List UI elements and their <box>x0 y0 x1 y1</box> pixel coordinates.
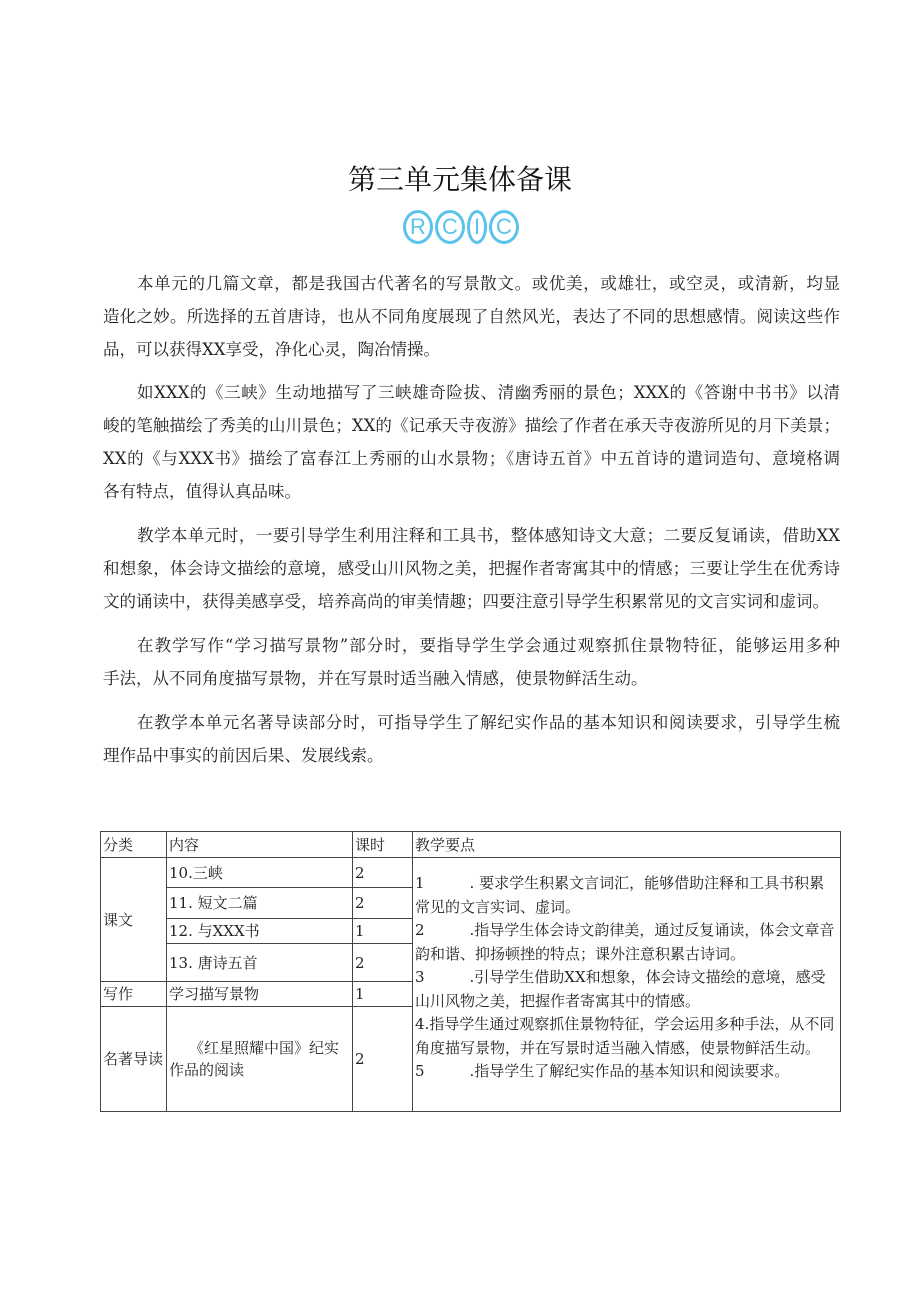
teaching-point: 4.指导学生通过观察抓住景物特征，学会运用多种手法，从不同角度描写景物，并在写景时适当融入情感，使景物鲜活生动。 <box>415 1015 835 1057</box>
table-row <box>101 858 841 888</box>
paragraph-line: 在教学写作“学习描写景物”部分时，要指导学生学会通过观察抓住景物特征，能够运用多种 <box>137 636 840 655</box>
category-cell: 名著导读 <box>101 1007 167 1112</box>
teaching-points-cell <box>413 858 841 1112</box>
category-cell: 写作 <box>101 982 167 1007</box>
content-cell: 10.三峡 <box>167 858 353 888</box>
header-content: 内容 <box>167 832 353 858</box>
paragraph-reading <box>103 706 840 772</box>
paragraph-line: 和想象，体会诗文描绘的意境，感受山川风物之美，把握作者寄寓其中的情感；三要让学生在优秀诗 <box>103 559 840 578</box>
teaching-point: 5 .指导学生了解纪实作品的基本知识和阅读要求。 <box>415 1062 790 1080</box>
paragraph-line: 峻的笔触描绘了秀美的山川景色；XX的《记承天寺夜游》描绘了作者在承天寺夜游所见的月下美景； <box>103 416 840 435</box>
teaching-point: 3 .引导学生借助XX和想象，体会诗文描绘的意境，感受山川风物之美，把握作者寄寓其中的情感。 <box>415 968 826 1010</box>
table-header-row <box>101 832 841 858</box>
hours-cell: 2 <box>353 1007 413 1112</box>
content-cell: 《红星照耀中国》纪实作品的阅读 <box>167 1007 353 1112</box>
hours-cell: 2 <box>353 858 413 888</box>
content-cell: 11. 短文二篇 <box>167 888 353 919</box>
logo-letter-r: R <box>403 210 433 244</box>
hours-cell: 2 <box>353 944 413 982</box>
hours-cell: 1 <box>353 982 413 1007</box>
paragraph-line: 文的诵读中，获得美感享受，培养高尚的审美情趣；四要注意引导学生积累常见的文言实词和虚词。 <box>103 592 829 611</box>
category-cell: 课文 <box>101 858 167 982</box>
hours-cell: 2 <box>353 888 413 919</box>
content-cell: 13. 唐诗五首 <box>167 944 353 982</box>
paragraph-line: 各有特点，值得认真品味。 <box>103 482 301 501</box>
paragraph-line: 造化之妙。所选择的五首唐诗，也从不同角度展现了自然风光，表达了不同的思想感情。阅读这些作 <box>103 307 840 326</box>
header-category: 分类 <box>101 832 167 858</box>
content-cell: 学习描写景物 <box>167 982 353 1007</box>
teaching-point: 2 .指导学生体会诗文韵律美，通过反复诵读，体会文章音韵和谐、抑扬顿挫的特点；课外注意积累古诗词。 <box>415 921 835 963</box>
paragraph-teaching <box>103 519 840 618</box>
content-cell: 12. 与XXX书 <box>167 919 353 944</box>
paragraph-intro <box>103 267 840 366</box>
paragraph-line: 如XXX的《三峡》生动地描写了三峡雄奇险拔、清幽秀丽的景色；XXX的《答谢中书书》以清 <box>137 383 840 402</box>
paragraph-line: 在教学本单元名著导读部分时，可指导学生了解纪实作品的基本知识和阅读要求，引导学生梳 <box>137 713 840 732</box>
header-hours: 课时 <box>353 832 413 858</box>
logo-letter-c: C <box>435 210 465 244</box>
rcic-logo <box>403 210 519 244</box>
paragraph-texts <box>103 376 840 508</box>
paragraph-writing <box>103 629 840 695</box>
paragraph-line: 手法，从不同角度描写景物，并在写景时适当融入情感，使景物鲜活生动。 <box>103 669 648 688</box>
paragraph-line: XX的《与XXX书》描绘了富春江上秀丽的山水景物；《唐诗五首》中五首诗的遣词造句、意境格调 <box>103 449 840 468</box>
paragraph-line: 品，可以获得XX享受，净化心灵，陶冶情操。 <box>103 340 440 359</box>
paragraph-line: 理作品中事实的前因后果、发展线索。 <box>103 746 384 765</box>
header-points: 教学要点 <box>413 832 841 858</box>
lesson-plan-table <box>100 831 841 1112</box>
logo-letter-i: I <box>467 210 487 244</box>
teaching-point: 1 . 要求学生积累文言词汇，能够借助注释和工具书积累常见的文言实词、虚词。 <box>415 874 825 916</box>
page-title: 第三单元集体备课 <box>347 163 572 196</box>
paragraph-line: 本单元的几篇文章，都是我国古代著名的写景散文。或优美，或雄壮，或空灵，或清新，均显 <box>137 274 840 293</box>
hours-cell: 1 <box>353 919 413 944</box>
logo-letter-c2: C <box>489 210 519 244</box>
paragraph-line: 教学本单元时，一要引导学生利用注释和工具书，整体感知诗文大意；二要反复诵读，借助XX <box>137 526 840 545</box>
